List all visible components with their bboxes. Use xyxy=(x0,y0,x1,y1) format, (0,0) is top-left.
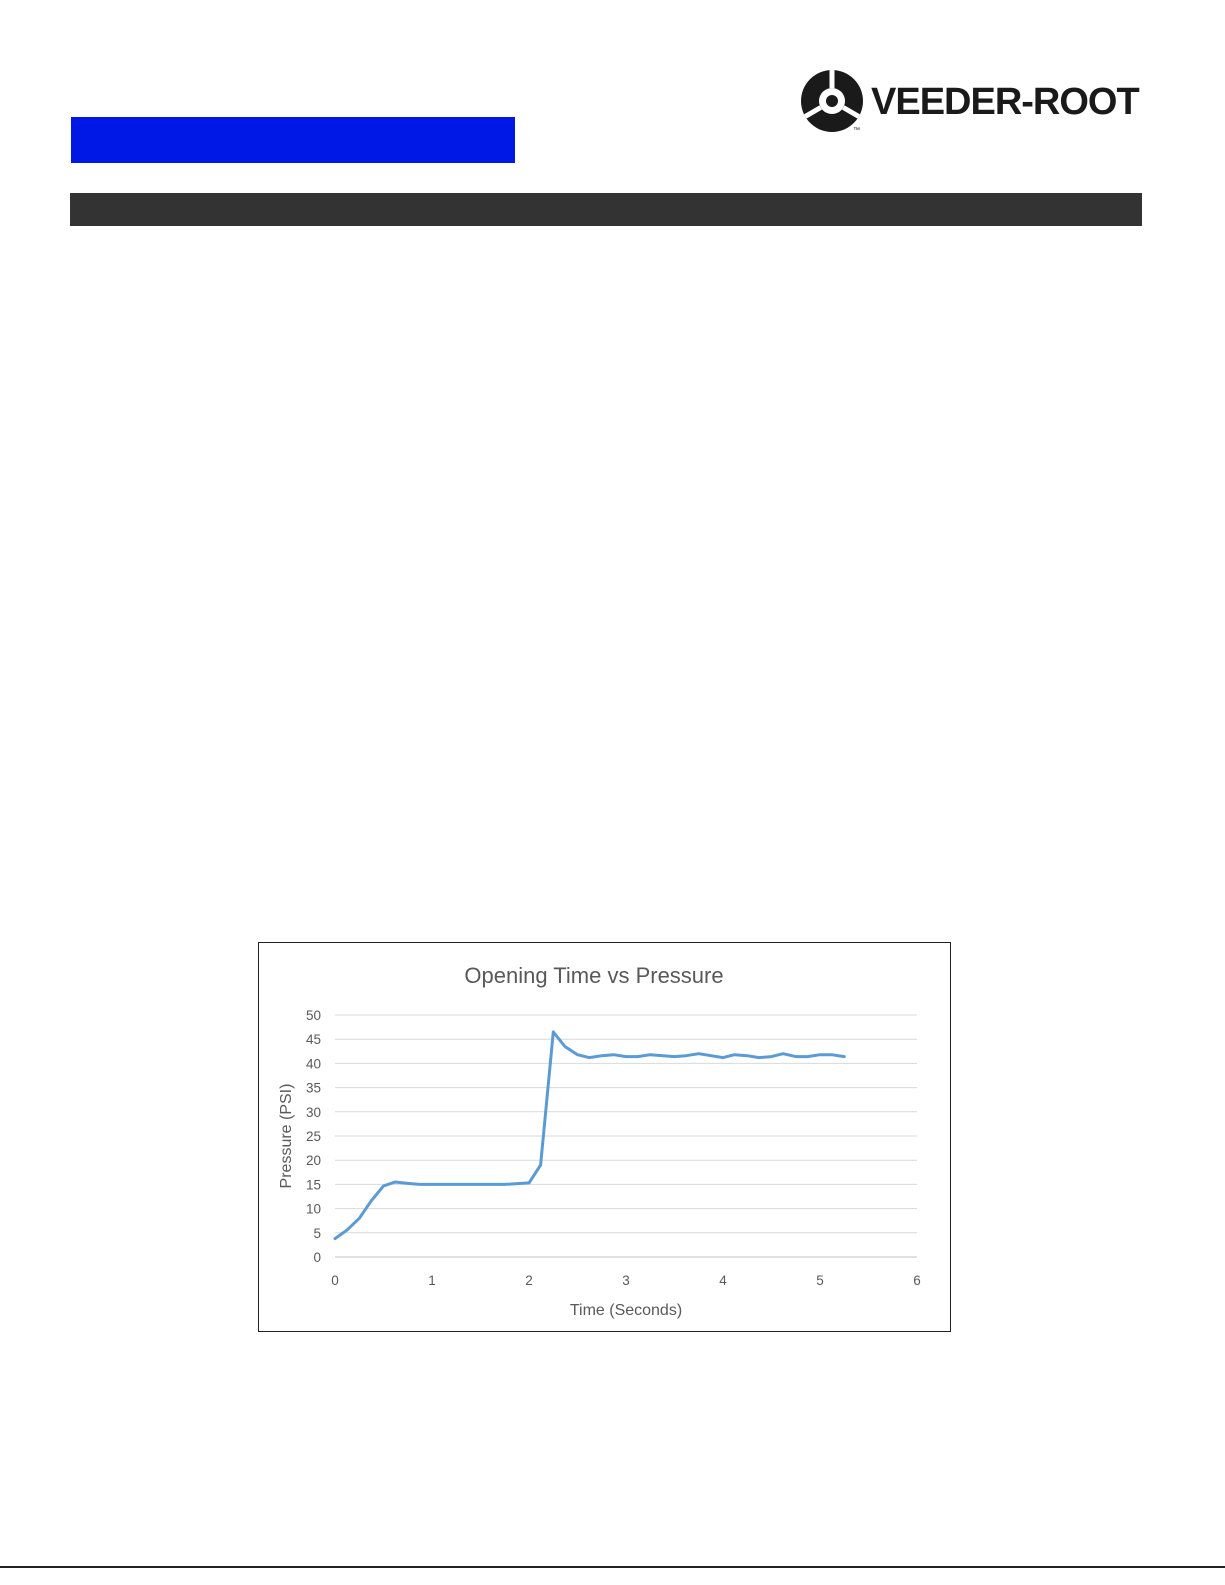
header-rule-bar xyxy=(70,193,1142,226)
y-tick-label: 0 xyxy=(313,1250,321,1265)
x-tick-label: 5 xyxy=(816,1273,824,1288)
page-bottom-rule xyxy=(0,1566,1225,1568)
y-tick-label: 50 xyxy=(305,1008,321,1023)
x-tick-label: 1 xyxy=(428,1273,436,1288)
logo-text: VEEDER-ROOT xyxy=(871,81,1139,123)
section-title-band xyxy=(71,117,515,163)
logo-mark-icon xyxy=(801,70,863,132)
y-tick-label: 15 xyxy=(305,1177,321,1193)
x-axis-label: Time (Seconds) xyxy=(569,1302,683,1319)
x-tick-label: 2 xyxy=(525,1273,533,1288)
y-axis-label: Pressure (PSI) xyxy=(278,1083,295,1189)
y-tick-label: 25 xyxy=(305,1129,321,1144)
x-tick-label: 6 xyxy=(913,1273,921,1288)
veeder-root-logo xyxy=(797,66,1143,136)
y-tick-label: 45 xyxy=(305,1032,321,1048)
chart-title: Opening Time vs Pressure xyxy=(464,963,724,988)
pressure-chart xyxy=(258,942,951,1332)
logo-trademark: ™ xyxy=(853,127,860,134)
y-tick-label: 20 xyxy=(305,1153,321,1169)
x-tick-label: 3 xyxy=(622,1273,630,1288)
y-tick-label: 35 xyxy=(305,1080,321,1096)
grid-layer xyxy=(335,1015,917,1257)
y-tick-label: 30 xyxy=(305,1104,321,1120)
x-tick-label: 4 xyxy=(719,1273,727,1288)
x-tick-label: 0 xyxy=(331,1273,339,1288)
y-tick-label: 10 xyxy=(305,1201,321,1217)
tick-layer xyxy=(306,1008,921,1288)
y-tick-label: 5 xyxy=(313,1225,321,1241)
y-tick-label: 40 xyxy=(305,1056,321,1072)
